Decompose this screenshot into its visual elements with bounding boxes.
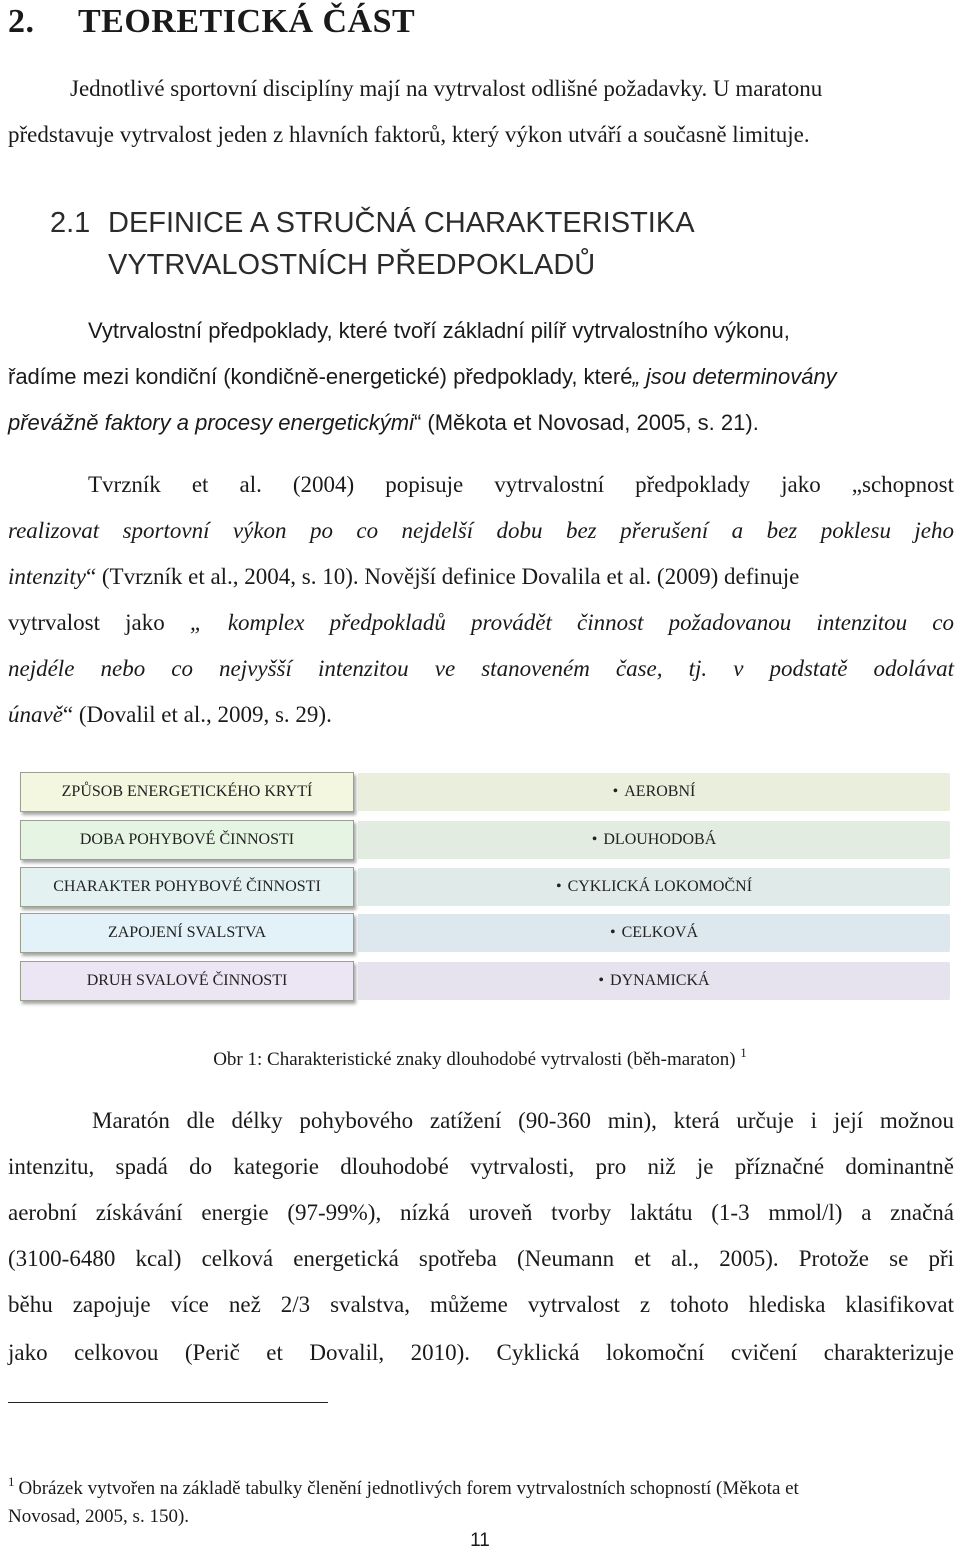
diagram-value-label: CELKOVÁ — [621, 924, 699, 941]
page-number: 11 — [470, 1530, 490, 1551]
def1-line-1: Vytrvalostní předpoklady, které tvoří základní pilíř vytrvalostního výkonu, — [88, 318, 790, 343]
def1-citation: “ (Měkota et Novosad, 2005, s. 21). — [413, 410, 759, 435]
def2-italic-komplex: „ komplex předpokladů provádět činnost požadovanou intenzitou co — [189, 610, 955, 635]
diagram-value-bar — [358, 914, 950, 952]
diagram-value-label: AEROBNÍ — [624, 783, 696, 800]
maraton-line-4: (3100-6480 kcal) celková energetická spotřeba (Neumann et al., 2005). Protože se při — [8, 1246, 954, 1271]
footnote-text-1: Obrázek vytvořen na základě tabulky členění jednotlivých forem vytrvalostních schopností (Měkota et — [18, 1478, 799, 1499]
diagram-category-box: CHARAKTER POHYBOVÉ ČINNOSTI — [20, 867, 354, 907]
def2-italic-line-2: realizovat sportovní výkon po co nejdelší dobu bez přerušení a bez poklesu jeho — [8, 518, 954, 543]
def1-quote-end: převážně faktory a procesy energetickými — [8, 410, 414, 435]
diagram-category-box: DOBA POHYBOVÉ ČINNOSTI — [20, 820, 354, 860]
footnote-line-1 — [8, 1468, 940, 1503]
diagram-value-label: CYKLICKÁ LOKOMOČNÍ — [567, 878, 753, 895]
figure-caption — [0, 1040, 960, 1073]
intro-line-1: Jednotlivé sportovní disciplíny mají na vytrvalost odlišné požadavky. U maratonu — [70, 76, 823, 101]
diagram-value-bar — [358, 821, 950, 859]
section-title-line-2: VYTRVALOSTNÍCH PŘEDPOKLADŮ — [108, 249, 596, 281]
maraton-line-5: běhu zapojuje více než 2/3 svalstva, můžeme vytrvalost z tohoto hlediska klasifikovat — [8, 1292, 954, 1317]
def2-quote-start: „schopnost — [851, 472, 954, 497]
diagram-value-label: DYNAMICKÁ — [610, 972, 710, 989]
diagram-category-box: ZAPOJENÍ SVALSTVA — [20, 913, 354, 953]
chapter-number: 2. — [8, 3, 35, 40]
def2-italic-intenzity: intenzity — [8, 564, 86, 589]
def1-line-3 — [8, 400, 954, 446]
maraton-line-3: aerobní získávání energie (97-99%), nízká uroveň tvorby laktátu (1-3 mmol/l) a značná — [8, 1200, 954, 1225]
def2-italic-line-5: nejdéle nebo co nejvyšší intenzitou ve stanoveném čase, tj. v podstatě odolávat — [8, 656, 954, 681]
bullet-icon: • — [612, 783, 619, 800]
diagram-category-box: DRUH SVALOVÉ ČINNOSTI — [20, 961, 354, 1001]
def2-line-6 — [8, 692, 954, 738]
footnote-line-2: Novosad, 2005, s. 150). — [8, 1506, 190, 1527]
maraton-line-1: Maratón dle délky pohybového zatížení (90-360 min), která určuje i její možnou — [92, 1108, 954, 1133]
def2-line-5 — [8, 646, 954, 692]
def1-line-2-text: řadíme mezi kondiční (kondičně-energetické) předpoklady, které — [8, 364, 633, 389]
def2-line-4-text: vytrvalost jako — [8, 610, 165, 635]
footnote — [8, 1468, 940, 1531]
chapter-title: TEORETICKÁ ČÁST — [78, 3, 416, 40]
bullet-icon: • — [555, 878, 562, 895]
section-title-line-1: DEFINICE A STRUČNÁ CHARAKTERISTIKA — [108, 207, 695, 239]
bullet-icon: • — [598, 972, 605, 989]
def2-line-3 — [8, 554, 954, 600]
def1-line-2 — [8, 354, 954, 400]
def2-citation: “ (Dovalil et al., 2009, s. 29). — [62, 702, 332, 727]
diagram-value-bar — [358, 868, 950, 906]
def2-line-3-text: “ (Tvrzník et al., 2004, s. 10). Novější definice Dovalila et al. (2009) definuje — [85, 564, 800, 589]
intro-line-2: představuje vytrvalost jeden z hlavních faktorů, který výkon utváří a současně limituje. — [8, 122, 810, 147]
footnote-separator — [8, 1402, 328, 1403]
diagram-value-bar — [358, 962, 950, 1000]
chapter-heading — [8, 0, 415, 44]
def2-line-4 — [8, 600, 954, 646]
def1-quote-start: „ jsou determinovány — [632, 364, 837, 389]
maraton-line-6: jako celkovou (Perič et Dovalil, 2010). Cyklická lokomoční cvičení charakterizuje — [8, 1340, 954, 1365]
bullet-icon: • — [609, 924, 616, 941]
def2-italic-unave: únavě — [8, 702, 63, 727]
characteristics-diagram — [20, 768, 950, 1004]
figure-caption-text: Obr 1: Charakteristické znaky dlouhodobé vytrvalosti (běh-maraton) — [213, 1049, 736, 1070]
diagram-value-bar — [358, 773, 950, 811]
def2-line-1 — [88, 462, 954, 508]
def2-line-1-text: Tvrzník et al. (2004) popisuje vytrvalostní předpoklady jako — [88, 472, 821, 497]
footnote-marker: 1 — [8, 1474, 15, 1489]
section-heading — [50, 202, 695, 286]
diagram-value-label: DLOUHODOBÁ — [603, 831, 717, 848]
maraton-line-2: intenzitu, spadá do kategorie dlouhodobé vytrvalosti, pro niž je příznačné dominantně — [8, 1154, 954, 1179]
def2-line-2 — [8, 508, 954, 554]
section-number: 2.1 — [50, 207, 91, 239]
bullet-icon: • — [591, 831, 598, 848]
figure-caption-footnote-ref: 1 — [740, 1045, 747, 1060]
diagram-category-box: ZPŮSOB ENERGETICKÉHO KRYTÍ — [20, 772, 354, 812]
